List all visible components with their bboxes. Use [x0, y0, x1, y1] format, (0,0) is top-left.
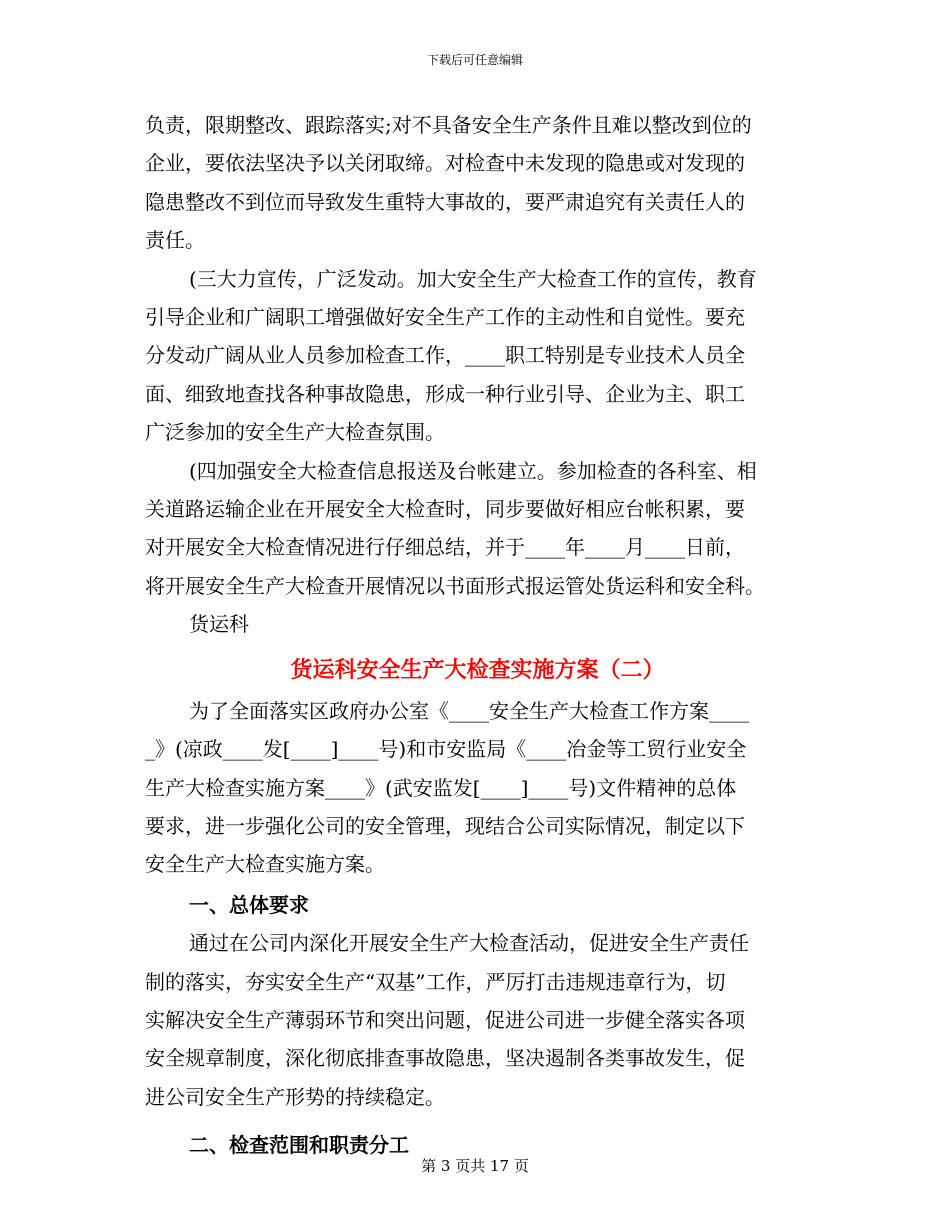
- body-line: 通过在公司内深化开展安全生产大检查活动，促进安全生产责任: [189, 931, 749, 956]
- document-body: [145, 106, 810, 1165]
- body-line: 进公司安全生产形势的持续稳定。: [145, 1084, 445, 1109]
- body-line: 广泛参加的安全生产大检查氛围。: [145, 420, 445, 445]
- section-heading: 二、检查范围和职责分工: [189, 1133, 409, 1158]
- signature-line: 货运科: [189, 612, 249, 637]
- body-line: 引导企业和广阔职工增强做好安全生产工作的主动性和自觉性。要充: [145, 305, 745, 330]
- page-footer: 第 3 页共 17 页: [421, 1157, 529, 1175]
- body-line: 为了全面落实区政府办公室《____安全生产大检查工作方案____: [189, 698, 749, 723]
- body-line: _》(凉政____发[____]____号)和市安监局《____冶金等工贸行业安全: [145, 737, 747, 762]
- body-line: (三大力宣传，广泛发动。加大安全生产大检查工作的宣传，教育: [189, 266, 757, 291]
- body-line: 对开展安全大检查情况进行仔细总结，并于____年____月____日前，: [145, 535, 745, 560]
- body-line: 要求，进一步强化公司的安全管理，现结合公司实际情况，制定以下: [145, 813, 745, 838]
- body-line: 面、细致地查找各种事故隐患，形成一种行业引导、企业为主、职工: [145, 381, 745, 406]
- body-line: 安全生产大检查实施方案。: [145, 852, 385, 877]
- body-line: (四加强安全大检查信息报送及台帐建立。参加检查的各科室、相: [189, 458, 757, 483]
- page-header: 下载后可任意编辑: [426, 53, 523, 67]
- body-line: 分发动广阔从业人员参加检查工作，____职工特别是专业技术人员全: [145, 343, 745, 368]
- body-line: 责任。: [145, 228, 205, 253]
- section-heading: 一、总体要求: [189, 892, 309, 917]
- body-line: 将开展安全生产大检查开展情况以书面形式报运管处货运科和安全科。: [145, 573, 765, 598]
- body-line: 实解决安全生产薄弱环节和突出问题，促进公司进一步健全落实各项: [145, 1007, 745, 1032]
- body-line: 关道路运输企业在开展安全大检查时，同步要做好相应台帐积累，要: [145, 497, 745, 522]
- document-title: 货运科安全生产大检查实施方案（二）: [290, 656, 665, 683]
- body-line: 制的落实，夯实安全生产“双基”工作，严厉打击违规违章行为，切: [145, 969, 726, 994]
- body-line: 负责，限期整改、跟踪落实;对不具备安全生产条件且难以整改到位的: [145, 113, 752, 137]
- body-line: 隐患整改不到位而导致发生重特大事故的，要严肃追究有关责任人的: [145, 189, 745, 214]
- body-line: 企业，要依法坚决予以关闭取缔。对检查中未发现的隐患或对发现的: [145, 151, 745, 176]
- body-line: 安全规章制度，深化彻底排查事故隐患，坚决遏制各类事故发生，促: [145, 1046, 745, 1071]
- body-line: 生产大检查实施方案____》(武安监发[____]____号)文件精神的总体: [145, 775, 737, 800]
